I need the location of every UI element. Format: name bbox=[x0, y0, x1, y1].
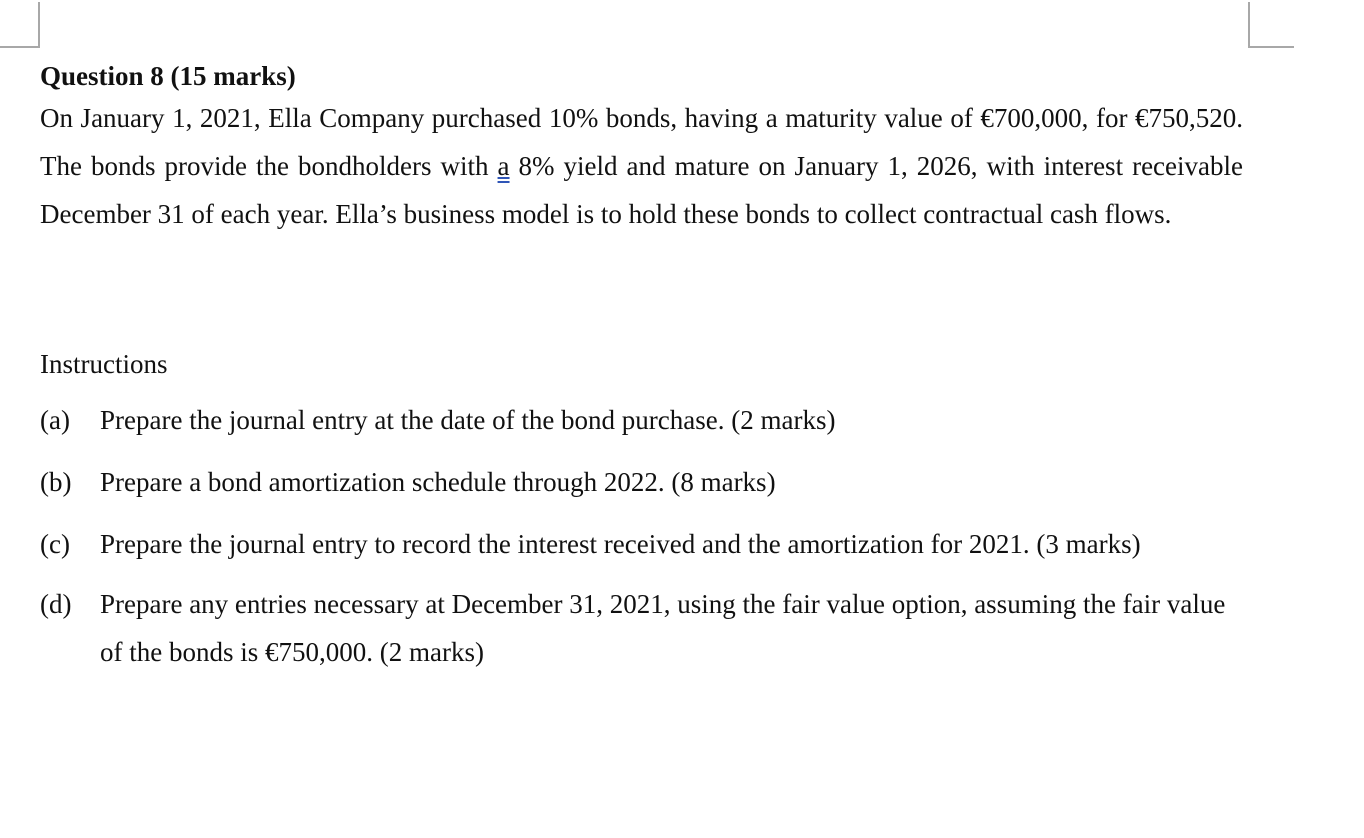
instruction-marker: (b) bbox=[40, 467, 72, 497]
page-corner-mark-top-right bbox=[1248, 2, 1294, 48]
question-title: Question 8 (15 marks) bbox=[40, 61, 296, 91]
instruction-text: Prepare the journal entry at the date of the bond purchase. (2 marks) bbox=[100, 405, 836, 435]
question-paragraph bbox=[40, 94, 1243, 238]
instruction-item bbox=[40, 520, 1245, 568]
instruction-text: Prepare a bond amortization schedule through 2022. (8 marks) bbox=[100, 467, 776, 497]
paragraph-text-part2: 8% yield and mature on January 1, 2026, with interest receivable December 31 of each year. Ella’s business model is to hold these bonds to collect contractual cash flows. bbox=[40, 151, 1243, 229]
instruction-marker: (c) bbox=[40, 529, 70, 559]
instruction-marker: (a) bbox=[40, 405, 70, 435]
proofing-underlined-word[interactable]: a bbox=[497, 151, 510, 181]
document-body bbox=[40, 58, 1250, 667]
instruction-marker: (d) bbox=[40, 589, 72, 619]
instruction-item bbox=[40, 396, 1245, 444]
paragraph-text-part1: On January 1, 2021, Ella Company purchased 10% bonds, having a maturity value of €700,000, for €750,520. The bonds provide the bondholders with bbox=[40, 103, 1243, 181]
instructions-list bbox=[40, 396, 1250, 676]
instruction-item bbox=[40, 458, 1245, 506]
page-corner-mark-top-left bbox=[0, 2, 40, 48]
instruction-text: Prepare any entries necessary at December 31, 2021, using the fair value option, assuming the fair value of the bonds is €750,000. (2 marks) bbox=[100, 589, 1226, 667]
instruction-item bbox=[40, 580, 1245, 676]
instruction-text: Prepare the journal entry to record the interest received and the amortization for 2021. (3 marks) bbox=[100, 529, 1141, 559]
instructions-heading: Instructions bbox=[40, 349, 168, 379]
